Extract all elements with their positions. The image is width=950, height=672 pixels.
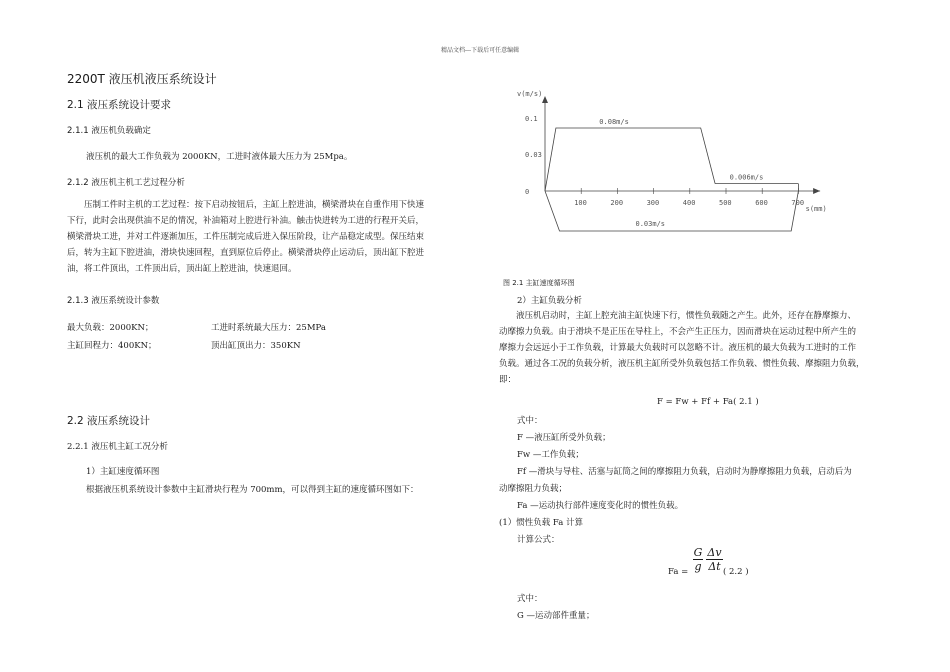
equation-2-2-lhs: Fa = (668, 567, 689, 577)
x-tick-label: 400 (682, 199, 696, 207)
y-tick-label: 0.03 (525, 151, 542, 159)
y-tick-label: 0 (525, 188, 530, 196)
x-tick-label: 500 (719, 199, 732, 207)
y-tick-label: 0.1 (525, 115, 538, 123)
paragraph-line: 油，将工件顶出，工件顶出后，顶出缸上腔进油，快速退回。 (67, 264, 297, 274)
param-return-force: 主缸回程力：400KN； (67, 341, 157, 351)
x-axis-arrow (813, 188, 820, 194)
paragraph-line: 横梁滑块工进，并对工件逐渐加压，工件压制完成后进入保压阶段，让产品稳定成型。保压结束 (67, 232, 425, 242)
fraction-dv-dt (706, 546, 723, 573)
formula-label: 计算公式： (517, 535, 560, 545)
segment-label: 0.03m/s (635, 220, 666, 228)
definition-ff: Ff —滑块与导柱、活塞与缸筒之间的摩擦阻力负载，启动时为静摩擦阻力负载，启动后为 (517, 467, 852, 477)
y-axis-arrow (542, 96, 548, 103)
velocity-segment (545, 128, 715, 191)
item-velocity-cycle: 1）主缸速度循环图 (86, 467, 160, 477)
x-tick-label: 200 (610, 199, 624, 207)
param-ejector-force: 顶出缸顶出力：350KN (211, 341, 301, 351)
subsection-inertia-load: (1）惯性负载 Fa 计算 (499, 518, 584, 528)
fraction-denominator: Δt (708, 560, 721, 573)
section-2-1-2-heading: 2.1.2 液压机主机工艺过程分析 (67, 178, 185, 188)
x-axis-label: s(mm) (805, 205, 827, 213)
fraction-g (693, 546, 703, 573)
paragraph-line (499, 308, 906, 324)
process-paragraph (67, 197, 471, 277)
fraction-denominator: g (694, 560, 702, 573)
where-label: 式中： (517, 416, 543, 426)
param-max-load: 最大负载：2000KN； (67, 323, 154, 333)
param-max-pressure: 工进时系统最大压力：25MPa (211, 323, 326, 333)
definition-ff-cont: 动摩擦阻力负载； (499, 484, 568, 494)
section-2-1-heading: 2.1 液压系统设计要求 (67, 99, 172, 111)
where-label-2: 式中： (517, 594, 543, 604)
paragraph-line (67, 197, 471, 213)
paragraph-line: 动摩擦力负载。由于滑块不是正压在导柱上，不会产生正压力，因而滑块在运动过程中所产生的 (499, 327, 857, 337)
x-tick-label: 700 (791, 199, 805, 207)
section-2-1-3-heading: 2.1.3 液压系统设计参数 (67, 296, 160, 306)
velocity-cycle-chart (505, 80, 875, 270)
velocity-segment (545, 191, 798, 231)
item-load-analysis: 2）主缸负载分析 (517, 296, 582, 306)
section-2-2-1-heading: 2.2.1 液压机主缸工况分析 (67, 442, 168, 452)
segment-label: 0.08m/s (599, 118, 629, 126)
section-2-1-1-heading: 2.1.1 液压机负载确定 (67, 126, 151, 136)
document-title: 2200T 液压机液压系统设计 (67, 72, 217, 86)
equation-2-2-number: ( 2.2 ) (723, 567, 749, 577)
load-paragraph: 液压机的最大工作负载为 2000KN，工进时液体最大压力为 25Mpa。 (86, 152, 353, 162)
y-axis-label: v(m/s) (517, 90, 543, 98)
paragraph-line: 后，转为主缸下腔进油，滑块快速回程，直到原位后停止。横梁滑块停止运动后，顶出缸下腔进 (67, 248, 425, 258)
definition-f: F —液压缸所受外负载； (517, 433, 611, 443)
equation-2-1: F = Fw + Ff + Fa( 2.1 ) (657, 397, 759, 407)
segment-label: 0.006m/s (729, 173, 764, 182)
section-2-2-heading: 2.2 液压系统设计 (67, 415, 151, 427)
figure-caption: 图 2.1 主缸速度循环图 (503, 279, 575, 287)
velocity-cycle-paragraph: 根据液压机系统设计参数中主缸滑块行程为 700mm，可以得到主缸的速度循环图如下： (86, 485, 419, 495)
paragraph-line-text: 液压机启动时，主缸上腔充油主缸快速下行，惯性负载随之产生。此外，还存在静摩擦力、 (516, 311, 857, 321)
paragraph-line: 摩擦力会远远小于工作负载，计算最大负载时可以忽略不计。液压机的最大负载为工进时的工作 (499, 343, 857, 353)
page-header: 精品文档---下载后可任意编辑 (441, 47, 520, 54)
definition-fa: Fa —运动执行部件速度变化时的惯性负载。 (517, 501, 684, 511)
fraction-numerator: G (693, 546, 703, 559)
x-tick-label: 600 (755, 199, 768, 207)
load-analysis-paragraph (499, 308, 906, 388)
fraction-numerator: Δv (707, 546, 722, 559)
paragraph-line-text: 压制工件时主机的工艺过程：按下启动按钮后，主缸上腔进油，横梁滑块在自重作用下快速 (84, 200, 425, 210)
paragraph-line: 即： (499, 375, 517, 385)
x-tick-label: 100 (574, 199, 587, 207)
definition-g: G —运动部件重量； (517, 611, 595, 621)
x-tick-label: 300 (646, 199, 660, 207)
paragraph-line: 负载。通过各工况的负载分析，液压机主缸所受外负载包括工作负载、惯性负载、摩擦阻力负载， (499, 359, 865, 369)
definition-fw: Fw —工作负载； (517, 450, 584, 460)
paragraph-line: 下行，此时会出现供油不足的情况，补油箱对上腔进行补油。触击快进转为工进的行程开关后， (67, 216, 425, 226)
